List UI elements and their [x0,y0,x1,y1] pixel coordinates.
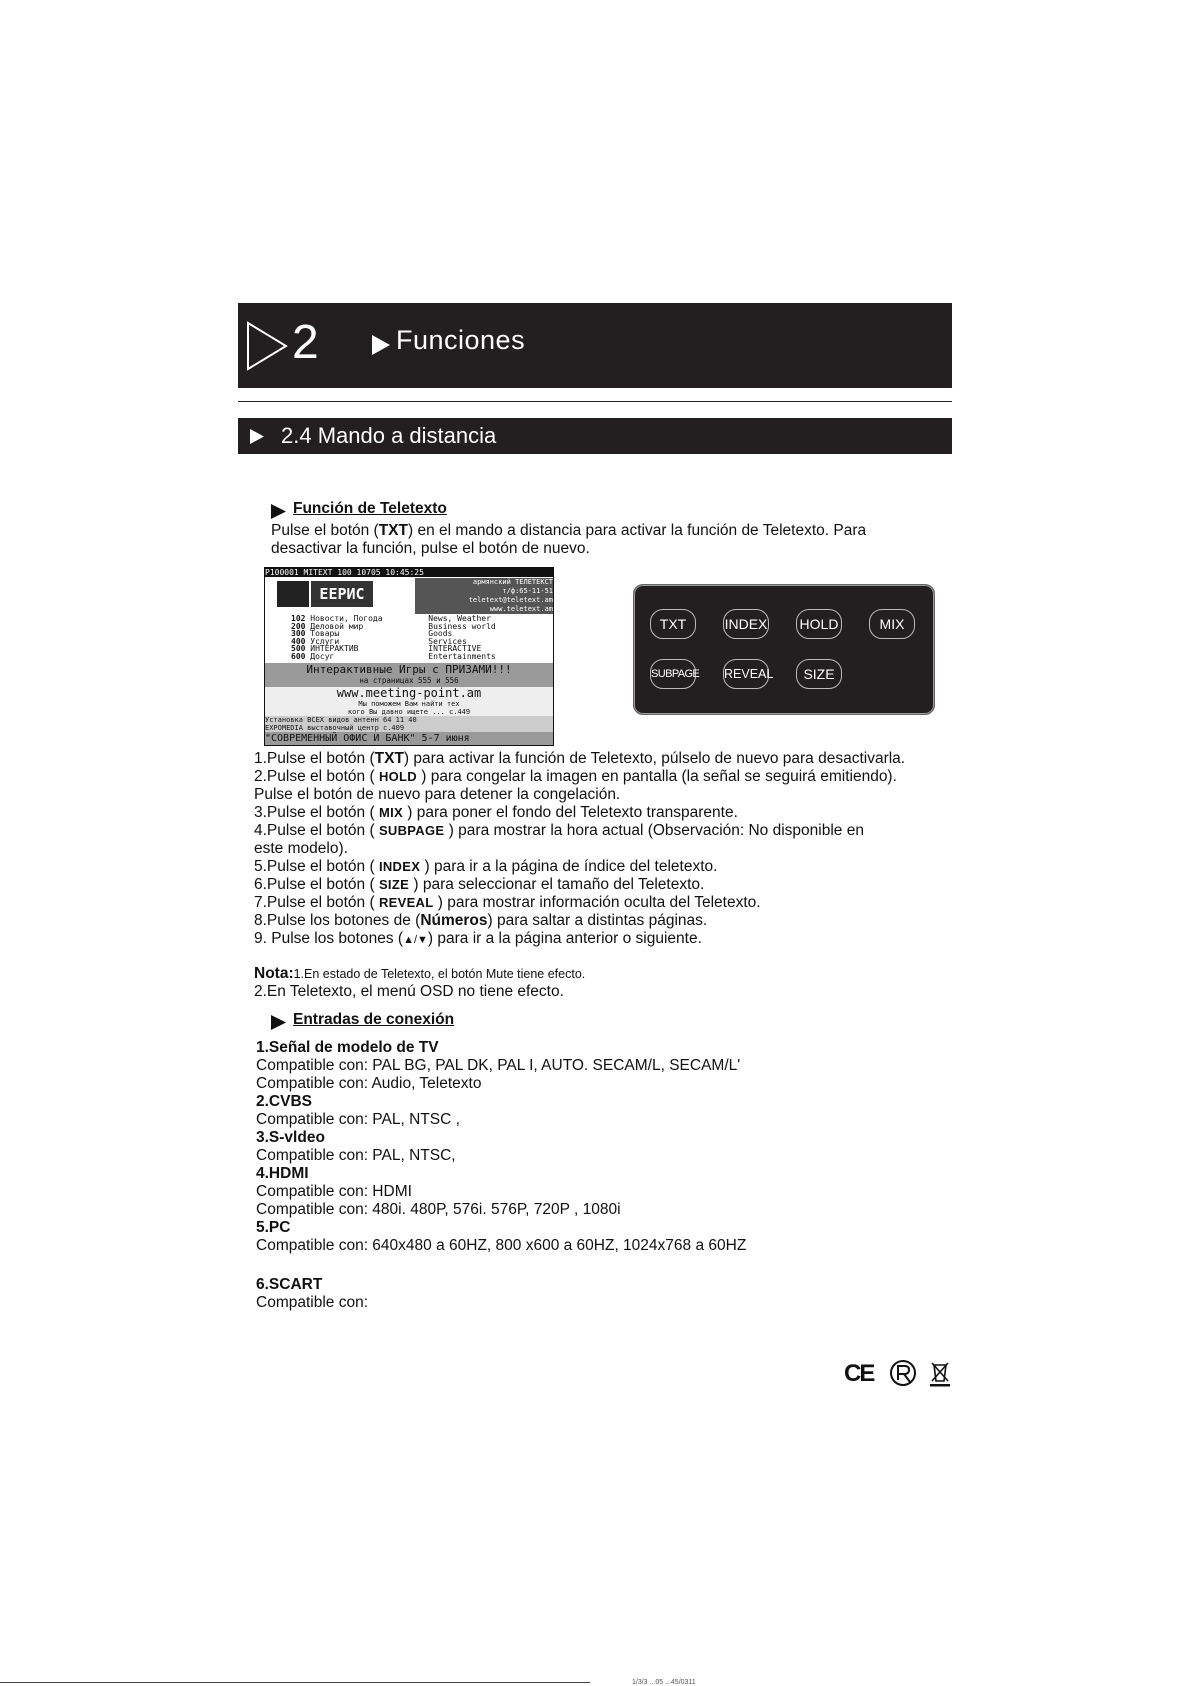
chapter-number: 2 [292,316,319,369]
input-line: Compatible con: PAL BG, PAL DK, PAL I, AUTO. SECAM/L, SECAM/L' [256,1057,741,1074]
instruction-4-cont: este modelo). [254,840,348,857]
mix-button[interactable]: MIX [869,609,915,639]
input-title-pc: 5.PC [256,1219,291,1236]
instruction-5: 5.Pulse el botón ( INDEX ) para ir a la página de índice del teletexto. [254,858,718,875]
teletext-intro-line2: desactivar la función, pulse el botón de nuevo. [271,540,590,557]
txt-button[interactable]: TXT [650,609,696,639]
instruction-2: 2.Pulse el botón ( HOLD ) para congelar la imagen en pantalla (la señal se seguirá emitiendo). [254,768,897,785]
input-line: Compatible con: Audio, Teletexto [256,1075,482,1092]
play-arrow-icon [271,504,286,519]
outline-triangle-icon [246,321,288,371]
input-line: Compatible con: PAL, NTSC, [256,1147,456,1164]
footer-print-code: 1/3/3 ...05 ...45/0311 [632,1679,696,1686]
instruction-4: 4.Pulse el botón ( SUBPAGE ) para mostrar la hora actual (Observación: No disponible en [254,822,864,839]
play-arrow-icon [372,335,390,355]
note-line1: Nota:1.En estado de Teletexto, el botón Mute tiene efecto. [254,965,586,982]
teletext-menu: 102 Новости, Погода News, Weather 200 Деловой мир Business world 300 Товары Goods 400 Услуги Services 500 ИНТЕРАКТИВ INTERACTIVE 600 Досуг Entertainments [291,614,496,661]
weee-bin-icon [928,1359,952,1387]
footer-line [0,1682,590,1683]
instruction-7: 7.Pulse el botón ( REVEAL ) para mostrar información oculta del Teletexto. [254,894,761,911]
teletext-logo-mark [277,581,309,607]
input-title-cvbs: 2.CVBS [256,1093,312,1110]
teletext-header-info: армянский ТЕЛЕТЕКСТ т/ф:65-11-51 teletext@teletext.am www.teletext.am [415,578,554,614]
note-line2: 2.En Teletexto, el menú OSD no tiene efecto. [254,983,564,1000]
input-line: Compatible con: 640x480 a 60HZ, 800 x600 a 60HZ, 1024x768 a 60HZ [256,1237,747,1254]
instruction-2-cont: Pulse el botón de nuevo para detener la congelación. [254,786,621,803]
teletext-ads: Установка ВСЕХ видов антенн 64 11 40 EXPOMEDIA выставочный центр с.409 [265,716,553,732]
teletext-status-bar: P100001 MITEXT 100 10705 10:45:25 [265,568,553,577]
input-title-svideo: 3.S-vldeo [256,1129,325,1146]
index-button[interactable]: INDEX [723,609,769,639]
rohs-mark-icon [888,1359,918,1387]
instruction-1: 1.Pulse el botón (TXT) para activar la función de Teletexto, púlselo de nuevo para desactivarla. [254,750,906,767]
teletext-ad-banner: "СОВРЕМЕННЫЙ ОФИС И БАНК" 5-7 июня [265,732,553,745]
certification-marks [844,1358,954,1388]
input-line: Compatible con: [256,1294,369,1311]
section-bar [238,418,952,454]
input-title-tv: 1.Señal de modelo de TV [256,1039,439,1056]
size-button[interactable]: SIZE [796,659,842,689]
ce-mark-icon: CE [844,1360,874,1387]
instruction-8: 8.Pulse los botones de (Números) para saltar a distintas páginas. [254,912,708,929]
input-line: Compatible con: PAL, NTSC , [256,1111,460,1128]
input-title-hdmi: 4.HDMI [256,1165,309,1182]
up-down-arrows-icon: ▲/▼ [403,934,428,946]
instruction-9: 9. Pulse los botones (▲/▼) para ir a la página anterior o siguiente. [254,930,702,947]
remote-teletext-panel [633,584,935,715]
teletext-screen-image [264,567,554,746]
hold-button[interactable]: HOLD [796,609,842,639]
chapter-title: Funciones [396,325,526,355]
inputs-heading: Entradas de conexión [293,1011,455,1028]
teletext-site-block: www.meeting-point.am Мы поможем Вам найти тех кого Вы давно ищете ... с.449 [265,687,553,716]
input-line: Compatible con: HDMI [256,1183,412,1200]
chapter-header [238,303,952,388]
note-label: Nota: [254,965,294,982]
subpage-button[interactable]: SUBPAGE [650,659,696,689]
header-divider [238,401,952,402]
teletext-heading: Función de Teletexto [293,500,447,517]
play-arrow-icon [271,1015,286,1030]
teletext-intro-line1: Pulse el botón (TXT) en el mando a distancia para activar la función de Teletexto. Para [271,522,867,539]
play-arrow-icon [250,429,264,444]
teletext-logo: ЕЕРИС [311,581,373,607]
teletext-banner: Интерактивные Игры с ПРИЗАМИ!!! на страницах 555 и 556 [265,663,553,687]
input-line: Compatible con: 480i. 480P, 576i. 576P, 720P , 1080i [256,1201,621,1218]
section-title: 2.4 Mando a distancia [281,423,497,448]
input-title-scart: 6.SCART [256,1276,323,1293]
reveal-button[interactable]: REVEAL [723,659,769,689]
instruction-3: 3.Pulse el botón ( MIX ) para poner el fondo del Teletexto transparente. [254,804,738,821]
instruction-6: 6.Pulse el botón ( SIZE ) para seleccionar el tamaño del Teletexto. [254,876,705,893]
